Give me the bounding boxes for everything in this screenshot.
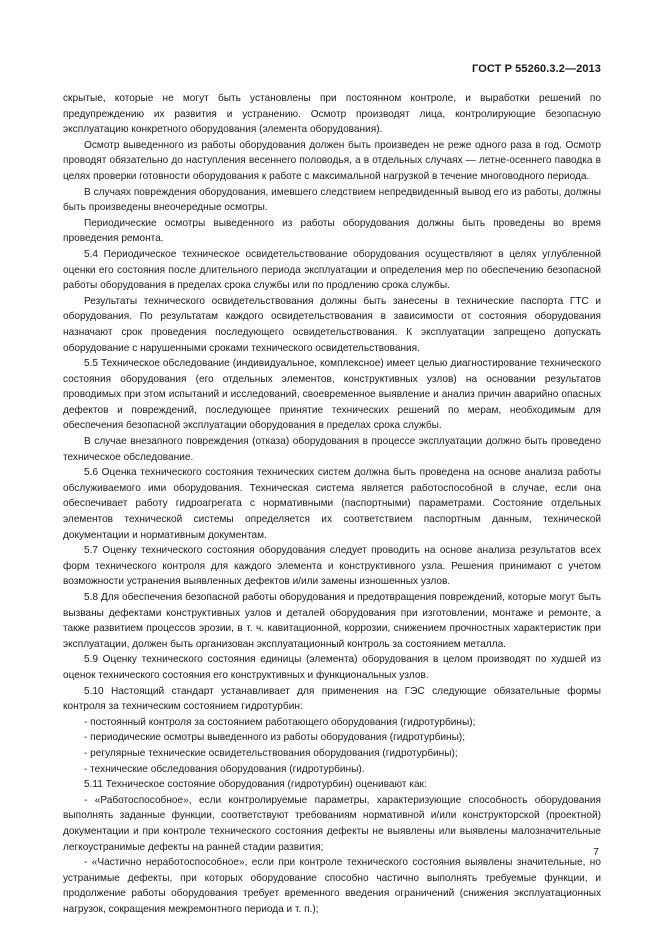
clause-5-4: 5.4 Периодическое техническое освидетельствование оборудования осуществляют в целях углубленной оценки его состояния после длительного периода эксплуатации и определения мер по обеспечению безопасной работы оборудования в пределах срока службы или по продлению срока службы. xyxy=(63,248,601,292)
clause-5-10: 5.10 Настоящий стандарт устанавливает для применения на ГЭС следующие обязательные формы контроля за техническим состоянием гидротурбин: xyxy=(63,685,601,713)
list-item: - периодические осмотры выведенного из работы оборудования (гидротурбины); xyxy=(84,732,465,744)
list-item: - «Частично неработоспособное», если при контроле технического состояния выявлены значительные, но устранимые дефекты, при которых оборудование способно частично выполнять требуемые функции, и продолжение работы оборудования требует временного введения ограничений (снижения эксплуатационных нагрузок, сокращения межремонтного периода и т. п.); xyxy=(63,857,601,915)
clause-5-9: 5.9 Оценку технического состояния единицы (элемента) оборудования в целом производят по худшей из оценок технического состояния его конструктивных и функциональных узлов. xyxy=(63,654,601,681)
clause-5-8: 5.8 Для обеспечения безопасной работы оборудования и предотвращения повреждений, которые могут быть вызваны дефектами конструктивных узлов и деталей оборудования при изготовлении, монтаже и ремонте, а также развитием процессов эрозии, в т. ч. кавитационной, коррозии, снижением прочностных характеристик при эксплуатации, должен быть организован эксплуатационный контроль за состоянием металла. xyxy=(63,592,601,650)
paragraph: Периодические осмотры выведенного из работы оборудования должны быть проведены во время проведения ремонта. xyxy=(63,217,601,245)
paragraph: В случаях повреждения оборудования, имевшего следствием непредвиденный вывод его из работы, должны быть произведены внеочередные осмотры. xyxy=(63,186,601,214)
clause-5-5: 5.5 Техническое обследование (индивидуальное, комплексное) имеет целью диагностирование технического состояния оборудования (его отдельных элементов, конструктивных узлов) на основании результатов проводимых при этом испытаний и исследований, своевременное выявление и анализ причин аварийно опасных дефектов и повреждений, последующее принятие технических решений по мерам, необходимым для обеспечения безопасной эксплуатации оборудования в пределах срока службы. xyxy=(63,358,601,432)
paragraph: Результаты технического освидетельствования должны быть занесены в технические паспорта ГТС и оборудования. По результатам каждого освидетельствования в зависимости от состояния оборудования назначают срок проведения последующего освидетельствования. К эксплуатации запрещено допускать оборудование с нарушенными сроками технического освидетельствования. xyxy=(63,295,601,354)
list-item: - «Работоспособное», если контролируемые параметры, характеризующие способность оборудования выполнять заданные функции, соответствуют требованиям нормативной и/или конструкторской (проектной) документации и при контроле технического состояния дефекты не выявлены или выявлены малозначительные легкоустранимые дефекты на ранней стадии развития; xyxy=(63,794,601,853)
page-number: 7 xyxy=(593,846,599,858)
clause-5-6: 5.6 Оценка технического состояния технических систем должна быть проведена на основе анализа работы обслуживаемого ими оборудования. Техническая система является работоспособной в случае, если она обеспечивает работу гидроагрегата с нормативными (паспортными) параметрами. Состояние отдельных элементов технической системы определяется их соответствием паспортным данным, технической документации и нормативным документам. xyxy=(63,467,601,541)
list-item: - постоянный контроля за состоянием работающего оборудования (гидротурбины); xyxy=(84,716,476,728)
paragraph: скрытые, которые не могут быть установлены при постоянном контроле, и выработки решений по предупреждению их развития и устранению. Осмотр производят лица, контролирующие безопасную эксплуатацию конкретного оборудования (элемента оборудования). xyxy=(63,93,601,136)
list-item: - регулярные технические освидетельствования оборудования (гидротурбины); xyxy=(84,747,458,759)
paragraph: Осмотр выведенного из работы оборудования должен быть произведен не реже одного раза в год. Осмотр проводят обязательно до наступления весеннего половодья, а в отдельных случаях — летне-осеннего паводка в целях проверки готовности оборудования к работе с максимальной нагрузкой в течение многоводного периода. xyxy=(63,139,601,182)
document-body xyxy=(63,91,601,917)
standard-header: ГОСТ Р 55260.3.2—2013 xyxy=(472,63,601,75)
clause-5-7: 5.7 Оценку технического состояния оборудования следует проводить на основе анализа результатов всех форм технического контроля для каждого элемента и конструктивного узла. Решения принимают с учетом возможности устранения выявленных дефектов и/или замены изношенных узлов. xyxy=(63,545,601,588)
paragraph: В случае внезапного повреждения (отказа) оборудования в процессе эксплуатации должно быть проведено техническое обследование. xyxy=(63,436,601,463)
list-item: - технические обследования оборудования (гидротурбины). xyxy=(84,763,365,775)
clause-5-11: 5.11 Техническое состояние оборудования (гидротурбин) оценивают как: xyxy=(84,779,427,791)
